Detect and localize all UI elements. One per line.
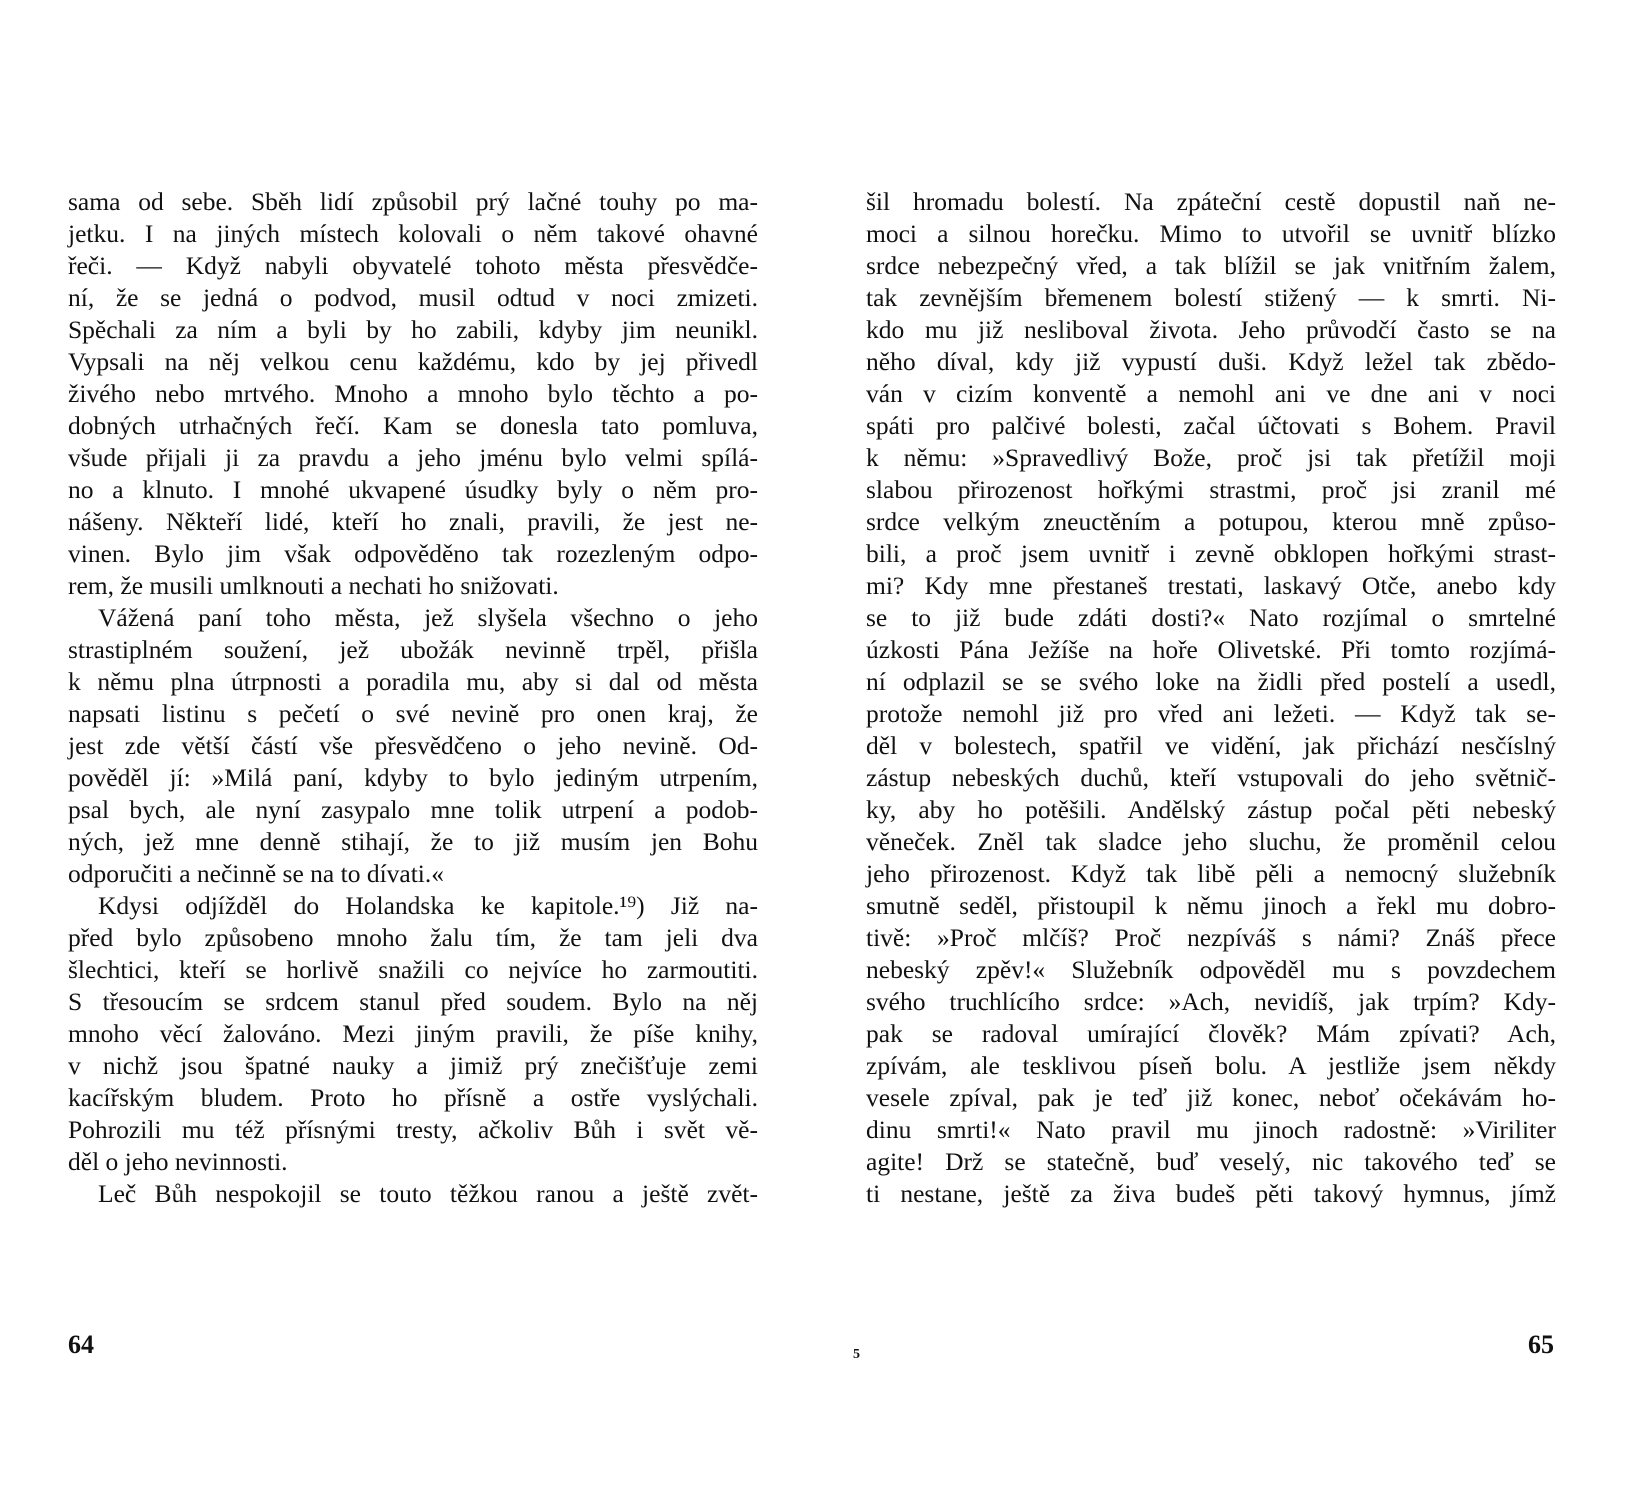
text-line: odporučiti a nečinně se na to dívati.«: [68, 859, 445, 888]
text-line: srdce velkým zneuctěním a potupou, kterou mně způso-: [866, 507, 1556, 536]
text-line: v nichž jsou špatné nauky a jimiž prý znečišťuje zemi: [68, 1051, 758, 1080]
text-line: šlechtici, kteří se horlivě snažili co nejvíce ho zarmoutiti.: [68, 955, 758, 984]
text-line: ní, že se jedná o podvod, musil odtud v noci zmizeti.: [68, 283, 758, 312]
text-line: jest zde větší částí vše přesvědčeno o jeho nevině. Od-: [68, 731, 758, 760]
text-line: strastiplném soužení, jež ubožák nevinně trpěl, přišla: [68, 635, 758, 664]
text-line: pověděl jí: »Milá paní, kdyby to bylo jediným utrpením,: [68, 763, 758, 792]
text-line: úzkosti Pána Ježíše na hoře Olivetské. Při tomto rozjímá-: [866, 635, 1556, 664]
text-line: spáti pro palčivé bolesti, začal účtovati s Bohem. Pravil: [866, 411, 1556, 440]
text-line: Kdysi odjížděl do Holandska ke kapitole.¹⁹) Již na-: [98, 891, 758, 920]
text-line: vinen. Bylo jim však odpověděno tak rozezleným odpo-: [68, 539, 758, 568]
text-line: napsati listinu s pečetí o své nevině pro onen kraj, že: [68, 699, 758, 728]
text-line: psal bych, ale nyní zasypalo mne tolik utrpení a podob-: [68, 795, 758, 824]
text-line: bili, a proč jsem uvnitř i zevně obklopen hořkými strast-: [866, 539, 1556, 568]
text-line: děl v bolestech, spatřil ve vidění, jak přichází nesčíslný: [866, 731, 1556, 760]
text-line: Vypsali na něj velkou cenu každému, kdo by jej přivedl: [68, 347, 758, 376]
text-line: srdce nebezpečný vřed, a tak blížil se jak vnitřním žalem,: [866, 251, 1556, 280]
right-page: [813, 0, 1626, 1500]
text-line: kacířským bludem. Proto ho přísně a ostře vyslýchali.: [68, 1083, 758, 1112]
text-line: Spěchali za ním a byli by ho zabili, kdyby jim neunikl.: [68, 315, 758, 344]
text-line: před bylo způsobeno mnoho žalu tím, že tam jeli dva: [68, 923, 758, 952]
text-line: děl o jeho nevinnosti.: [68, 1147, 288, 1176]
text-line: tivě: »Proč mlčíš? Proč nezpíváš s námi? Znáš přece: [866, 923, 1556, 952]
text-line: jeho přirozenost. Když tak libě pěli a nemocný služebník: [866, 859, 1556, 888]
text-line: ky, aby ho potěšili. Andělský zástup počal pěti nebeský: [866, 795, 1556, 824]
text-line: ných, jež mne denně stihají, že to již musím jen Bohu: [68, 827, 758, 856]
text-line: vesele zpíval, pak je teď již konec, neboť očekávám ho-: [866, 1083, 1556, 1112]
text-line: k němu plna útrpnosti a poradila mu, aby si dal od města: [68, 667, 758, 696]
text-line: rem, že musili umlknouti a nechati ho snižovati.: [68, 571, 559, 600]
text-line: něho díval, kdy již vypustí duši. Když ležel tak zbědo-: [866, 347, 1556, 376]
text-line: jetku. I na jiných místech kolovali o něm takové ohavné: [68, 219, 758, 248]
text-line: slabou přirozenost hořkými strastmi, proč jsi zranil mé: [866, 475, 1556, 504]
text-line: agite! Drž se statečně, buď veselý, nic takového teď se: [866, 1147, 1556, 1176]
text-line: S třesoucím se srdcem stanul před soudem. Bylo na něj: [68, 987, 758, 1016]
right-page-text: [866, 186, 1556, 1210]
text-line: ván v cizím konventě a nemohl ani ve dne ani v noci: [866, 379, 1556, 408]
text-line: pak se radoval umírající člověk? Mám zpívati? Ach,: [866, 1019, 1556, 1048]
text-line: k němu: »Spravedlivý Bože, proč jsi tak přetížil moji: [866, 443, 1556, 472]
text-line: ní odplazil se se svého loke na židli před postelí a usedl,: [866, 667, 1556, 696]
text-line: protože nemohl již pro vřed ani ležeti. — Když tak se-: [866, 699, 1556, 728]
text-line: sama od sebe. Sběh lidí způsobil prý lačné touhy po ma-: [68, 187, 758, 216]
text-line: zpívám, ale tesklivou píseň bolu. A jestliže jsem někdy: [866, 1051, 1556, 1080]
text-line: nášeny. Někteří lidé, kteří ho znali, pravili, že jest ne-: [68, 507, 758, 536]
signature-mark: 5: [853, 1347, 860, 1362]
text-line: zástup nebeských duchů, kteří vstupovali do jeho světnič-: [866, 763, 1556, 792]
text-line: nebeský zpěv!« Služebník odpověděl mu s povzdechem: [866, 955, 1556, 984]
text-line: mnoho věcí žalováno. Mezi jiným pravili, že píše knihy,: [68, 1019, 758, 1048]
text-line: svého truchlícího srdce: »Ach, nevidíš, jak trpím? Kdy-: [866, 987, 1556, 1016]
text-line: kdo mu již nesliboval života. Jeho průvodčí často se na: [866, 315, 1556, 344]
text-line: řeči. — Když nabyli obyvatelé tohoto města přesvědče-: [68, 251, 758, 280]
text-line: Vážená paní toho města, jež slyšela všechno o jeho: [98, 603, 758, 632]
text-line: se to již bude zdáti dosti?« Nato rozjímal o smrtelné: [866, 603, 1556, 632]
text-line: Leč Bůh nespokojil se touto těžkou ranou a ještě zvět-: [98, 1179, 758, 1208]
text-line: smutně seděl, přistoupil k němu jinoch a řekl mu dobro-: [866, 891, 1556, 920]
text-line: mi? Kdy mne přestaneš trestati, laskavý Otče, anebo kdy: [866, 571, 1556, 600]
text-line: dobných utrhačných řečí. Kam se donesla tato pomluva,: [68, 411, 758, 440]
text-line: věneček. Zněl tak sladce jeho sluchu, že proměnil celou: [866, 827, 1556, 856]
text-line: živého nebo mrtvého. Mnoho a mnoho bylo těchto a po-: [68, 379, 758, 408]
text-line: všude přijali ji za pravdu a jeho jménu bylo velmi spílá-: [68, 443, 758, 472]
page-number: 64: [68, 1330, 94, 1359]
text-line: no a klnuto. I mnohé ukvapené úsudky byly o něm pro-: [68, 475, 758, 504]
text-line: Pohrozili mu též přísnými tresty, ačkoliv Bůh i svět vě-: [68, 1115, 758, 1144]
text-line: dinu smrti!« Nato pravil mu jinoch radostně: »Viriliter: [866, 1115, 1556, 1144]
text-line: šil hromadu bolestí. Na zpáteční cestě dopustil naň ne-: [866, 187, 1556, 216]
left-page-text: [68, 186, 758, 1210]
page-number: 65: [1528, 1330, 1554, 1359]
text-line: ti nestane, ještě za živa budeš pěti takový hymnus, jímž: [866, 1179, 1556, 1208]
text-line: tak zevnějším břemenem bolestí stižený — k smrti. Ni-: [866, 283, 1556, 312]
text-line: moci a silnou horečku. Mimo to utvořil se uvnitř blízko: [866, 219, 1556, 248]
